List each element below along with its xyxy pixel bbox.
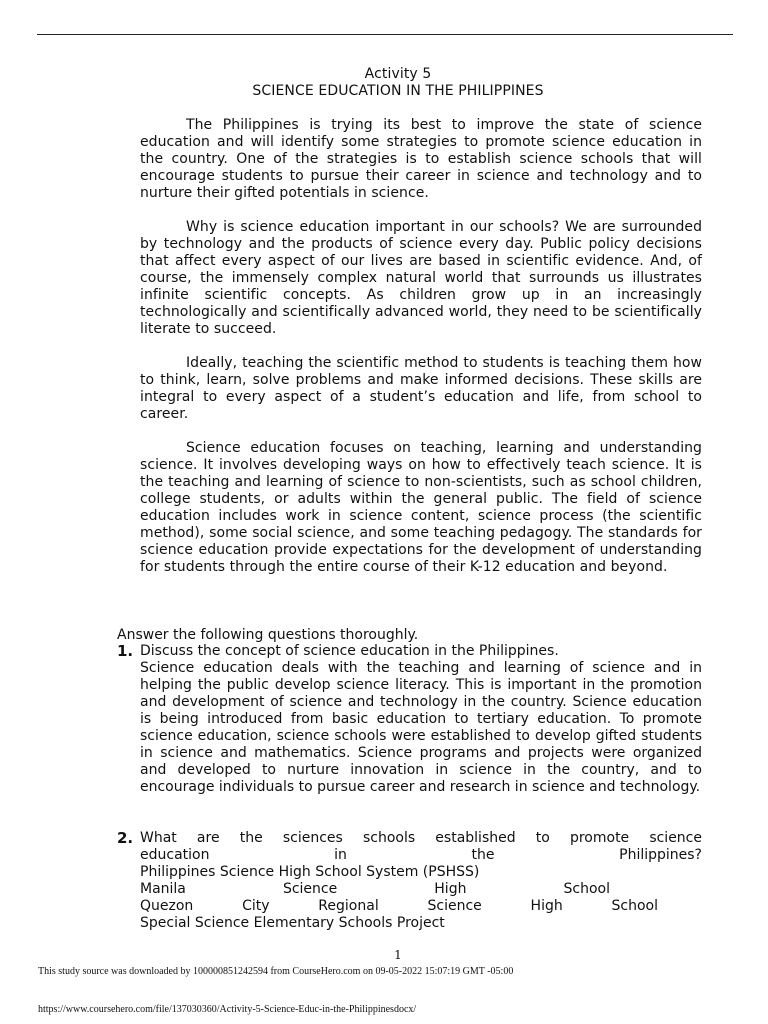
answer-item: Philippines Science High School System (PSHSS) [140, 864, 480, 880]
paragraph-3-text: Ideally, teaching the scientific method to students is teaching them how to think, learn, solve problems and make informed decisions. These skills are integral to every aspect of a student’s education and life, from school to career. [140, 355, 702, 422]
instruction-text: Answer the following questions thoroughly. [117, 627, 419, 643]
paragraph-4-text: Science education focuses on teaching, learning and understanding science. It involves developing ways on how to effectively teach science. It is the teaching and learning of science to non-scientists, such as school children, college students, or adults within the general public. The field of science education includes work in science content, science process (the scientific method), some social science, and some teaching pedagogy. The standards for science education provide expectations for the development of understanding for students through the entire course of their K-12 education and beyond. [140, 440, 702, 575]
paragraph-3 [140, 355, 702, 423]
question-1-number: 1. [117, 642, 134, 660]
question-1 [140, 643, 702, 796]
page-number: 1 [394, 948, 402, 962]
paragraph-4 [140, 440, 702, 576]
header-rule [37, 34, 733, 35]
paragraph-2 [140, 219, 702, 338]
activity-title: Activity 5 [364, 66, 432, 82]
question-1-text: Discuss the concept of science education in the Philippines. [140, 643, 559, 659]
source-url[interactable]: https://www.coursehero.com/file/137030360/Activity-5-Science-Educ-in-the-Philippinesdocx/ [38, 1004, 417, 1015]
question-2-text-line-1: What are the sciences schools established to promote science [140, 830, 702, 846]
question-1-answer: Science education deals with the teaching and learning of science and in helping the public develop science literacy. This is important in the promotion and development of science and technology in the country. Science education is being introduced from basic education to tertiary education. To promote science education, science schools were established to develop gifted students in science and mathematics. Science programs and projects were organized and developed to nurture innovation in science in the country, and to encourage individuals to pursue career and research in science and technology. [140, 660, 702, 795]
answer-item: Quezon City Regional Science High School [140, 898, 658, 914]
paragraph-2-text: Why is science education important in our schools? We are surrounded by technology and the products of science every day. Public policy decisions that affect every aspect of our lives are based in scientific evidence. And, of course, the immensely complex natural world that surrounds us illustrates infinite scientific concepts. As children grow up in an increasingly technologically and scientifically advanced world, they need to be scientifically literate to succeed. [140, 219, 702, 337]
paragraph-1 [140, 117, 702, 202]
paragraph-1-text: The Philippines is trying its best to improve the state of science education and will identify some strategies to promote science education in the country. One of the strategies is to establish science schools that will encourage students to pursue their career in science and technology and to nurture their gifted potentials in science. [140, 117, 702, 201]
question-2-number: 2. [117, 829, 134, 847]
download-notice: This study source was downloaded by 100000851242594 from CourseHero.com on 09-05-2022 15:07:19 GMT -05:00 [38, 966, 514, 977]
answer-item: Special Science Elementary Schools Project [140, 915, 445, 931]
question-2 [140, 830, 702, 932]
answer-item: Manila Science High School [140, 881, 610, 897]
document-subtitle: SCIENCE EDUCATION IN THE PHILIPPINES [252, 83, 544, 99]
question-2-text-line-2: education in the Philippines? [140, 847, 702, 863]
